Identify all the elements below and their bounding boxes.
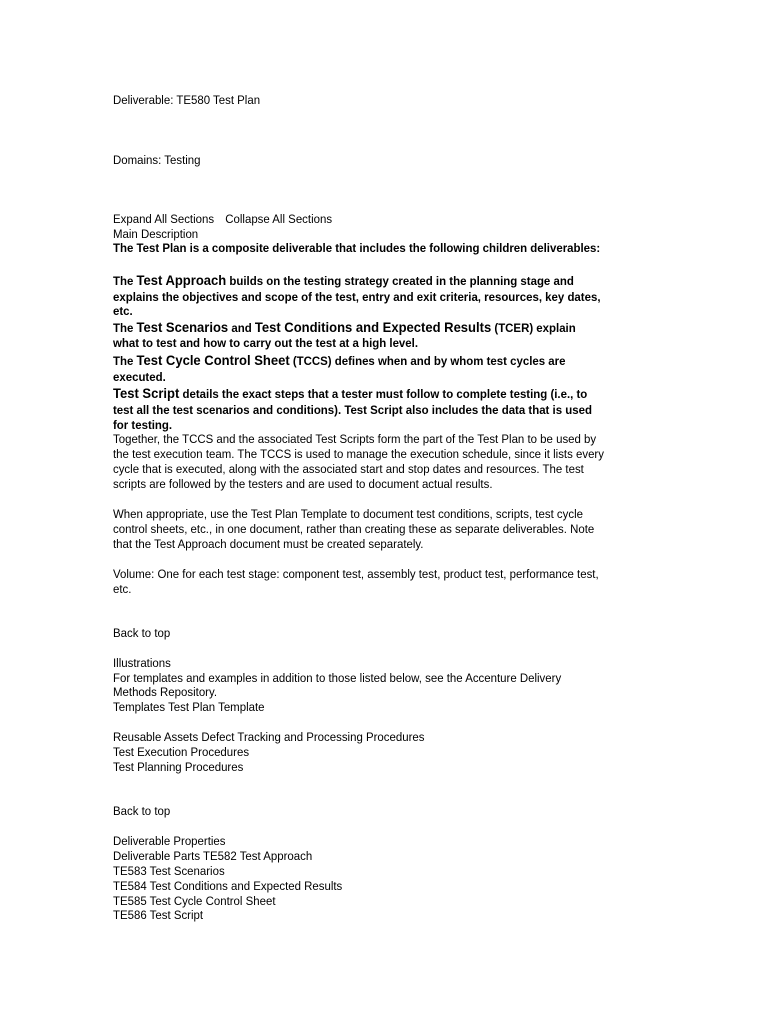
- tccs-line-1: The Test Cycle Control Sheet (TCCS) defines when and by whom test cycles are: [113, 352, 566, 368]
- back-to-top-link[interactable]: Back to top: [113, 804, 171, 818]
- together-line-4: scripts are followed by the testers and are used to document actual results.: [113, 477, 493, 491]
- expand-all-sections-link[interactable]: Expand All Sections: [113, 212, 215, 226]
- together-line-3: cycle that is executed, along with the associated start and stop dates and resources. The test: [113, 462, 584, 476]
- deliverable-part-te585-link[interactable]: TE585 Test Cycle Control Sheet: [113, 894, 276, 908]
- test-planning-procedures-link[interactable]: Test Planning Procedures: [113, 760, 244, 774]
- deliverable-part-te586-link[interactable]: TE586 Test Script: [113, 908, 204, 922]
- deliverable-properties-heading: Deliverable Properties: [113, 834, 226, 848]
- main-description-heading: Main Description: [113, 227, 199, 241]
- appropriate-line-3: that the Test Approach document must be created separately.: [113, 537, 424, 551]
- templates-test-plan-link[interactable]: Templates Test Plan Template: [113, 700, 265, 714]
- test-execution-procedures-link[interactable]: Test Execution Procedures: [113, 745, 250, 759]
- script-line-1: Test Script details the exact steps that a tester must follow to complete testing (i.e., to: [113, 385, 588, 401]
- together-line-1: Together, the TCCS and the associated Test Scripts form the part of the Test Plan to be used by: [113, 432, 597, 446]
- domains-label: Domains: Testing: [113, 153, 201, 167]
- section-controls: [113, 212, 332, 227]
- volume-line-1: Volume: One for each test stage: component test, assembly test, product test, performance test,: [113, 567, 599, 581]
- main-intro: The Test Plan is a composite deliverable that includes the following children deliverables:: [113, 241, 601, 255]
- illustrations-text-2: Methods Repository.: [113, 685, 218, 699]
- reusable-assets-link[interactable]: Reusable Assets Defect Tracking and Processing Procedures: [113, 730, 425, 744]
- collapse-all-sections-link[interactable]: Collapse All Sections: [225, 212, 333, 226]
- test-script-term: Test Script: [113, 385, 180, 401]
- back-to-top-link[interactable]: Back to top: [113, 626, 171, 640]
- illustrations-text-1: For templates and examples in addition to those listed below, see the Accenture Delivery: [113, 671, 562, 685]
- tccs-line-2: executed.: [113, 370, 166, 384]
- together-line-2: the test execution team. The TCCS is used to manage the execution schedule, since it lists every: [113, 447, 604, 461]
- deliverable-part-te584-link[interactable]: TE584 Test Conditions and Expected Results: [113, 879, 343, 893]
- test-cycle-control-sheet-term: Test Cycle Control Sheet: [136, 352, 290, 368]
- approach-line-3: etc.: [113, 304, 133, 318]
- deliverable-title: Deliverable: TE580 Test Plan: [113, 93, 261, 107]
- approach-line-2: explains the objectives and scope of the test, entry and exit criteria, resources, key dates,: [113, 290, 601, 304]
- test-scenarios-term: Test Scenarios: [136, 319, 229, 335]
- illustrations-heading: Illustrations: [113, 656, 171, 670]
- deliverable-part-te583-link[interactable]: TE583 Test Scenarios: [113, 864, 225, 878]
- test-conditions-term: Test Conditions and Expected Results: [254, 319, 492, 335]
- script-line-2: test all the test scenarios and conditions). Test Script also includes the data that is used: [113, 403, 592, 417]
- test-approach-term: Test Approach: [136, 272, 227, 288]
- scenarios-line-2: what to test and how to carry out the test at a high level.: [113, 336, 419, 350]
- scenarios-line-1: The Test Scenarios and Test Conditions and Expected Results (TCER) explain: [113, 319, 576, 335]
- appropriate-line-1: When appropriate, use the Test Plan Template to document test conditions, scripts, test cycle: [113, 507, 583, 521]
- volume-line-2: etc.: [113, 582, 132, 596]
- deliverable-parts-te582-link[interactable]: Deliverable Parts TE582 Test Approach: [113, 849, 313, 863]
- approach-line-1: The Test Approach builds on the testing strategy created in the planning stage and: [113, 272, 574, 288]
- script-line-3: for testing.: [113, 418, 173, 432]
- appropriate-line-2: control sheets, etc., in one document, rather than creating these as separate deliverables. Note: [113, 522, 595, 536]
